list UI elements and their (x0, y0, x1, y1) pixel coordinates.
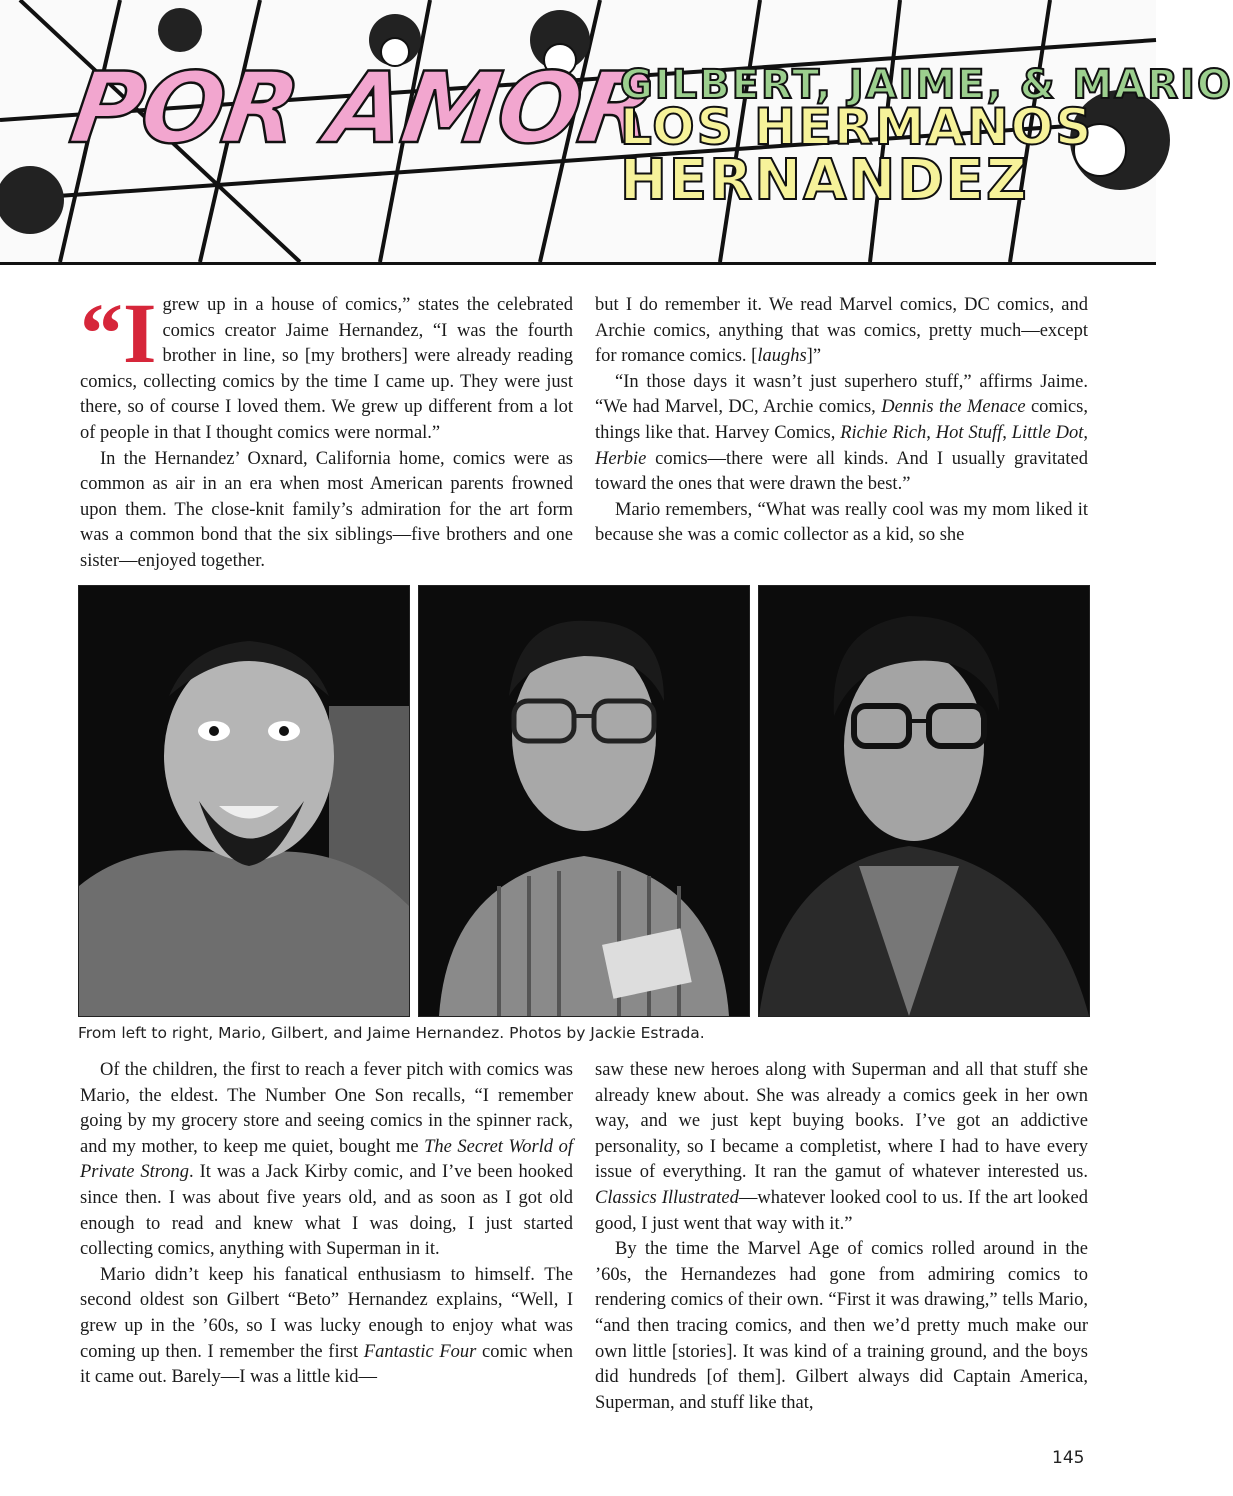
paragraph: Of the children, the first to reach a fever pitch with comics was Mario, the eldest. The Number One Son recalls, “I remember going by my grocery store and seeing comics in the spinner rack, and my mother, to keep me quiet, bought me The Secret World of Private Strong. It was a Jack Kirby comic, and I’ve been hooked since then. I was about five years old, and as soon as I got old enough to read and knew what I was doing, I just started collecting comics, anything with Superman in it. (80, 1060, 573, 1260)
header-banner (0, 0, 1233, 265)
page-number: 145 (1052, 1448, 1085, 1468)
subtitle-names: GILBERT, JAIME, & MARIO (620, 62, 1233, 108)
paragraph: but I do remember it. We read Marvel comics, DC comics, and Archie comics, anything that was comics, pretty much—except for romance comics. [laughs]” (595, 295, 1088, 367)
column-bottom-left (80, 1058, 573, 1391)
subtitle-hernandez: HERNANDEZ (620, 148, 1029, 213)
paragraph: Mario didn’t keep his fanatical enthusiasm to himself. The second oldest son Gilbert “Beto” Hernandez explains, “Well, I grew up in the ’60s, so I was lucky enough to enjoy what was coming up then. I remember the first Fantastic Four comic when it came out. Barely—I was a little kid— (80, 1264, 573, 1388)
subtitle-los-hermanos: LOS HERMANOS (620, 98, 1094, 156)
portrait-illustration (759, 586, 1089, 1016)
photo-jaime (758, 585, 1090, 1017)
drop-cap: “I (80, 285, 157, 381)
photo-gilbert (418, 585, 750, 1017)
column-top-right (595, 293, 1088, 549)
paragraph: In the Hernandez’ Oxnard, California home, comics were as common as air in an era when most American parents frowned upon them. The close-knit family’s admiration for the art form was a common bond that the six siblings—five brothers and one sister—enjoyed together. (80, 448, 573, 571)
column-top-left (80, 285, 573, 575)
paragraph: “In those days it wasn’t just superhero stuff,” affirms Jaime. “We had Marvel, DC, Archie comics, Dennis the Menace comics, things like that. Harvey Comics, Richie Rich, Hot Stuff, Little Dot, Herbie comics—there were all kinds. And I usually gravitated toward the ones that were drawn the best.” (595, 371, 1089, 495)
paragraph: “Igrew up in a house of comics,” states the celebrated comics creator Jaime Hernandez, “I was the fourth brother in line, so [my brothers] were already reading comics, collecting comics by the time I came up. They were just there, so of course I loved them. We grew up different from a lot of people in that I thought comics were normal.” (80, 285, 573, 443)
title-por-amor: POR AMOR (63, 52, 661, 166)
portrait-illustration (419, 586, 749, 1016)
photo-mario (78, 585, 410, 1017)
paragraph: Mario remembers, “What was really cool was my mom liked it because she was a comic collector as a kid, so she (595, 499, 1088, 546)
column-bottom-right (595, 1058, 1088, 1416)
photo-caption: From left to right, Mario, Gilbert, and Jaime Hernandez. Photos by Jackie Estrada. (78, 1024, 705, 1042)
paragraph: saw these new heroes along with Superman and all that stuff she already knew about. She was already a comics geek in her own way, and we just kept buying books. I’ve got an addictive personality, so I became a completist, where I had to have every issue of everything. It ran the gamut of whatever interested us. Classics Illustrated—whatever looked cool to us. If the art looked good, I just went that way with it.” (595, 1060, 1089, 1234)
portrait-illustration (79, 586, 409, 1016)
paragraph: By the time the Marvel Age of comics rolled around in the ’60s, the Hernandezes had gone from admiring comics to rendering comics of their own. “First it was drawing,” tells Mario, “and then tracing comics, and then we’d pretty much make our own little [stories]. It was kind of a training ground, and the boys did hundreds [of them]. Gilbert always did Captain America, Superman, and stuff like that, (595, 1239, 1088, 1413)
